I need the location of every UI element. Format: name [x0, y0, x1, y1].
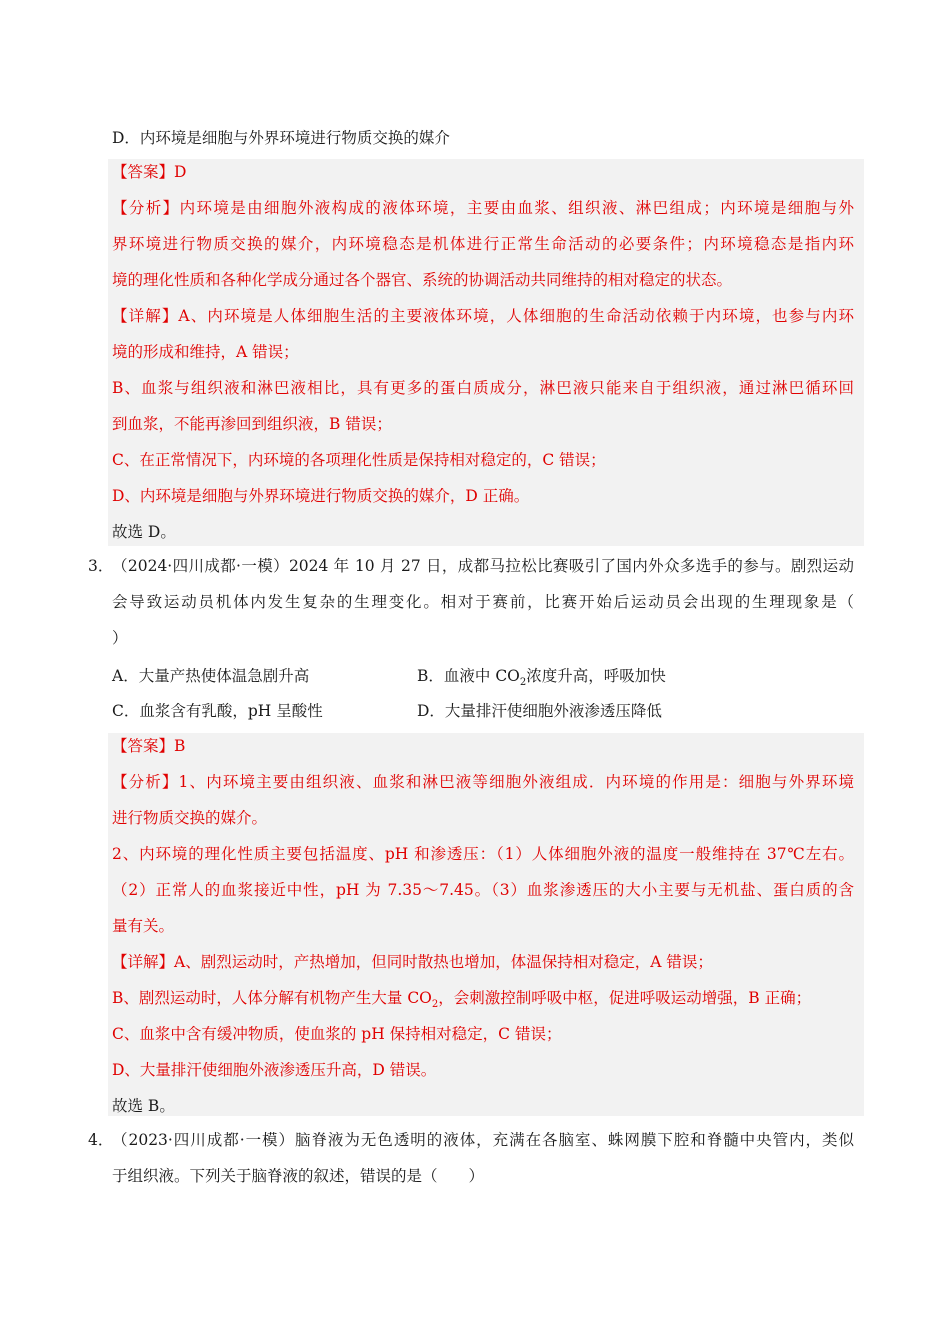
q2-detail-line: D、内环境是细胞与外界环境进行物质交换的媒介，D 正确。 — [112, 487, 530, 505]
q2-analysis-line: 界环境进行物质交换的媒介，内环境稳态是机体进行正常生命活动的必要条件；内环境稳态是指内环 — [112, 235, 854, 253]
q4-stem-line: 于组织液。下列关于脑脊液的叙述，错误的是（ ） — [112, 1167, 485, 1185]
q2-detail-line: 【详解】A、内环境是人体细胞生活的主要液体环境，人体细胞的生命活动依赖于内环境，也参与内环 — [112, 307, 854, 325]
q2-analysis-line: 【分析】内环境是由细胞外液构成的液体环境，主要由血浆、组织液、淋巴组成；内环境是细胞与外 — [112, 199, 854, 217]
q3-analysis-line: 2、内环境的理化性质主要包括温度、pH 和渗透压：（1）人体细胞外液的温度一般维持在 37℃左右。 — [112, 845, 854, 863]
q3-detail-line: D、大量排汗使细胞外液渗透压升高，D 错误。 — [112, 1061, 437, 1079]
q2-analysis-line: 境的理化性质和各种化学成分通过各个器官、系统的协调活动共同维持的相对稳定的状态。 — [112, 271, 733, 289]
q2-detail-line: 境的形成和维持，A 错误； — [112, 343, 299, 361]
q3-analysis-line: 【分析】1、内环境主要由组织液、血浆和淋巴液等细胞外液组成．内环境的作用是：细胞与外界环境 — [112, 773, 854, 791]
q2-answer: 【答案】D — [112, 163, 187, 181]
q3-detail-line: C、血浆中含有缓冲物质，使血浆的 pH 保持相对稳定，C 错误； — [112, 1025, 562, 1043]
q2-detail-line: C、在正常情况下，内环境的各项理化性质是保持相对稳定的，C 错误； — [112, 451, 606, 469]
q3-conclusion: 故选 B。 — [112, 1097, 175, 1115]
q3-option-d: D．大量排汗使细胞外液渗透压降低 — [417, 702, 662, 720]
q3-option-b: B．血液中 $CO_2$浓度升高，呼吸加快 — [417, 667, 666, 689]
q3-option-a: A．大量产热使体温急剧升高 — [112, 667, 310, 685]
q3-number: 3． — [88, 557, 114, 575]
q3-detail-line: B、剧烈运动时，人体分解有机物产生大量 $CO_2$，会刺激控制呼吸中枢，促进呼吸运动增强，B 正确； — [112, 989, 812, 1011]
q2-option-d: D．内环境是细胞与外界环境进行物质交换的媒介 — [112, 129, 450, 147]
q4-number: 4． — [88, 1131, 114, 1149]
q3-answer: 【答案】B — [112, 737, 186, 755]
q3-analysis-line: （2）正常人的血浆接近中性，pH 为 7.35～7.45。（3）血浆渗透压的大小主要与无机盐、蛋白质的含 — [112, 881, 854, 899]
q4-stem-line: （2023·四川成都·一模）脑脊液为无色透明的液体，充满在各脑室、蛛网膜下腔和脊髓中央管内，类似 — [112, 1131, 854, 1149]
q3-option-c: C．血浆含有乳酸，pH 呈酸性 — [112, 702, 323, 720]
q3-stem-line: （2024·四川成都·一模）2024 年 10 月 27 日，成都马拉松比赛吸引了国内外众多选手的参与。剧烈运动 — [112, 557, 854, 575]
q2-conclusion: 故选 D。 — [112, 523, 176, 541]
q3-analysis-line: 进行物质交换的媒介。 — [112, 809, 268, 827]
q3-detail-line: 【详解】A、剧烈运动时，产热增加，但同时散热也增加，体温保持相对稳定，A 错误； — [112, 953, 713, 971]
q3-stem-line: ） — [112, 629, 128, 647]
q3-analysis-line: 量有关。 — [112, 917, 175, 935]
q3-stem-line: 会导致运动员机体内发生复杂的生理变化。相对于赛前，比赛开始后运动员会出现的生理现象是（ — [112, 593, 854, 611]
q2-detail-line: 到血浆，不能再渗回到组织液，B 错误； — [112, 415, 392, 433]
q2-detail-line: B、血浆与组织液和淋巴液相比，具有更多的蛋白质成分，淋巴液只能来自于组织液，通过淋巴循环回 — [112, 379, 854, 397]
